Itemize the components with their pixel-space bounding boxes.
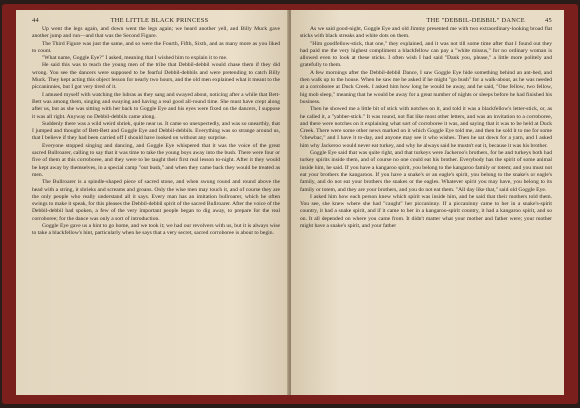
right-running-head: THE "DEBBIL-DEBBIL" DANCE bbox=[426, 16, 525, 24]
right-page-number: 45 bbox=[545, 16, 552, 24]
left-page-body bbox=[32, 26, 280, 238]
left-running-head: THE LITTLE BLACK PRINCESS bbox=[110, 16, 209, 24]
paragraph: Then he showed me a little bit of stick with notches on it, and told it was a blackfellow's letter-stick, or, as he called it, a "yabber-stick." It was round, not flat like most other letters, and was an invitation to a corroboree, and there were notches on it explaining what sort of corroboree it was, and saying that it was to be held at Duck Creek. There were some other news marked on it which Goggle Eye told me, and then he sold it to me for some "chewbac," and I have it to-day, and anyone may see it who wishes. Then he sat down for a yarn, and I asked him why Jackeroo would never eat turkey, and why he always said he mustn't eat it, because it was his brother. bbox=[300, 106, 552, 149]
paragraph: Goggle Eye gave us a hint to go home, and we took it; we had our revolvers with us, but it is always wise to take a blackfellow's hint, particularly when he says that a very secret, sacred corroboree is about to begin. bbox=[32, 223, 280, 237]
right-page-header bbox=[300, 14, 552, 26]
paragraph: "What name, Goggle Eye?" I asked, meaning that I wished him to explain it to me. bbox=[42, 55, 228, 62]
right-page bbox=[291, 10, 564, 395]
paragraph: Suddenly there was a wild weird shriek, quite near us. It came so unexpectedly, and was so unearthly, that I jumped and thought of Bett-Bett and Goggle Eye and Debbil-debbils. Everything was so strange around us, that I believe if they had been carried off I should have looked on without any surprise. bbox=[32, 120, 280, 142]
paragraph: I asked him how each person knew which spirit was inside him, and he said that their mothers told them. You see, she knew where she had "caught" her piccaninny. If a piccaninny came to her in a snake's-spirit country, it had a snake spirit, and if it came to her in a kangaroo-spirit country, it had a kangaroo spirit, and so on. It all depended on where you came from. It didn't matter what your mother and father were; your mother might have a snake's spirit, and your father bbox=[300, 193, 552, 230]
paragraph: Everyone stopped singing and dancing, and Goggle Eye whispered that it was the voice of the great sacred Bullroarer, calling to say that it was time to take the young boys away into the bush. There were four or five of them at this corroboree, and they were to be taught their first real lesson to-night. After it they would be kept away by themselves, in a special camp "out bush," and when they came back they would be treated as men. bbox=[32, 142, 280, 178]
paragraph: I amused myself with watching the lubras as they sang and swayed about, noticing after a while that Bett-Bett was among them, singing and swaying and having a real good all-round time. She must have crept along after us, but as she was sitting with her back to Goggle Eye and his eyes were fixed on the dancers, I suppose it was all right. Anyway no Debbil-debbils came along. bbox=[32, 91, 280, 120]
paragraph: The Third Figure was just the same, and so were the Fourth, Fifth, Sixth, and as many more as you liked to count. bbox=[32, 40, 280, 54]
paragraph: Up went the legs again, and down went the legs again; we heard another yell, and Billy Muck gave another jump and run—and that was the Second Figure. bbox=[32, 26, 280, 40]
left-page-number: 44 bbox=[32, 16, 39, 24]
left-page bbox=[16, 10, 289, 395]
left-page-header bbox=[32, 14, 280, 26]
paragraph: "Him goodfellow-stick, that one," they explained, and it was not till some time after that I found out they had paid me the very highest compliment a blackfellow can pay a "white missus," for no ordinary woman is allowed even to look at these sticks. I often wish I had said "Dank you, please," a little more politely and gratefully to them. bbox=[300, 40, 552, 69]
paragraph: The Bullroarer is a spindle-shaped piece of sacred stone, and when swung round and round above the head with a string, it shrieks and screams and groans. Only the wise men may touch it, and of course they are the only people who really understand all it says. Every man has an imitation bullroarer, which he often swings to make it speak, for this pleases the Debbil-debbil spirit of the sacred Bullroarer. After the voice of the Debbil-debbil had spoken, a few of the very important people began to dig away, to prepare for the real corroboree; for the dance was only a sort of introduction. bbox=[32, 179, 280, 222]
paragraph: He said this was to teach the young men of the tribe that Debbil-debbil would chase them if they did wrong. You see the dancers were supposed to be fearful Debbil-debbils and were pretending to catch Billy Muck. They kept acting this object lesson for nearly two hours, and the old men explained what it meant to the piccaninnies, but I got very tired of it. bbox=[32, 62, 280, 91]
paragraph: As we said good-night, Goggle Eye and old Jimmy presented me with two extraordinary-looking broad flat sticks with black streaks and white dots on them. bbox=[300, 26, 552, 40]
right-page-body bbox=[300, 26, 552, 230]
paragraph: A few mornings after the Debbil-debbil Dance, I saw Goggle Eye hide something behind an ant-bed, and then walk up to the house. When he saw me he asked if he might "go bush" for a walk-about, as he was needed at a corroboree at Duck Creek. I asked him how long he would be away, and he said, "One fellow, two fellow, big mob sleep," meaning that he would be away for a great number of nights or sleeps before he had finished his business. bbox=[300, 69, 552, 105]
paragraph: Goggle Eye said that was quite right, and that turkeys were Jackeroo's brothers, for he and turkeys both had turkey spirits inside them, and of course no one could eat his brother. Everybody has the spirit of some animal inside him, he said. If you have a kangaroo spirit, you belong to the kangaroo family or totem; and you must not eat your brothers the kangaroos. If you have a snake's or an eagle's spirit, you belong to the snake's or eagle's family, and do not eat your brothers the snakes or the eagles. Whatever spirit you may have, you belong to its family or totem, and they are your brothers, and you do not eat them. "All day like that," said old Goggle Eye. bbox=[300, 150, 552, 193]
